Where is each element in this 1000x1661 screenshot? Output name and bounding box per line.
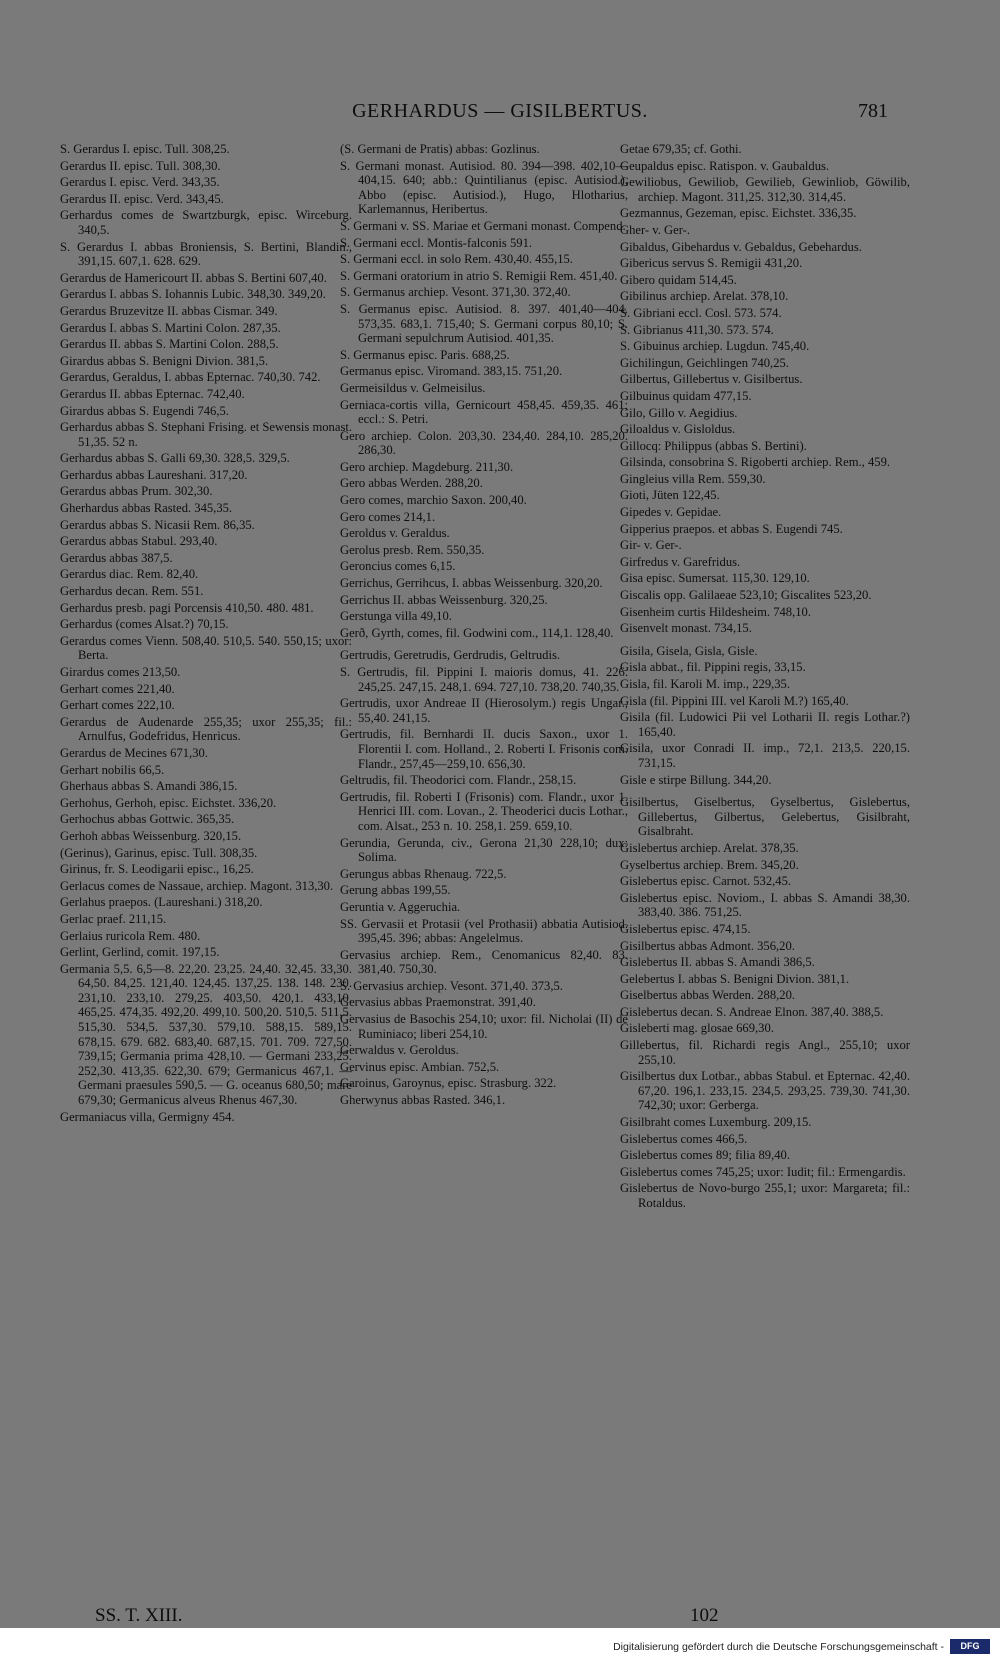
index-entry: Gerhart comes 222,10. <box>60 698 175 713</box>
page-number: 781 <box>858 100 888 122</box>
index-entry: Gero comes 214,1. <box>340 509 436 524</box>
index-entry: Gibericus servus S. Remigii 431,20. <box>620 256 803 271</box>
index-column-3 <box>620 142 910 1213</box>
index-entry: Gislebertus decan. S. Andreae Elnon. 387,40. 388,5. <box>620 1004 884 1019</box>
index-entry: Gerardus II. episc. Verd. 343,45. <box>60 191 224 206</box>
index-entry: Gislebertus episc. Carnot. 532,45. <box>620 874 792 889</box>
index-entry: Getae 679,35; cf. Gothi. <box>620 142 742 156</box>
index-entry: Gervinus episc. Ambian. 752,5. <box>340 1059 500 1074</box>
index-entry: Gerardus II. abbas Epternac. 742,40. <box>60 386 245 401</box>
index-entry: Gervasius archiep. Rem., Cenomanicus 82,40. 83. 381,40. 750,30. <box>340 947 628 977</box>
index-entry: S. Gibuinus archiep. Lugdun. 745,40. <box>620 339 810 354</box>
index-entry: S. Gervasius archiep. Vesont. 371,40. 373,5. <box>340 978 563 993</box>
index-entry: Gipedes v. Gepidae. <box>620 505 722 520</box>
index-entry: Germeisildus v. Gelmeisilus. <box>340 380 486 395</box>
index-entry: Gerardus I. abbas S. Iohannis Lubic. 348,30. 349,20. <box>60 287 326 302</box>
index-entry: SS. Gervasii et Protasii (vel Prothasii) abbatia Autisiod. 395,45. 396; abbas: Angelelmus. <box>340 916 628 946</box>
index-entry: Gerlahus praepos. (Laureshani.) 318,20. <box>60 895 263 910</box>
index-entry: Gerhochus abbas Gottwic. 365,35. <box>60 812 235 827</box>
index-entry: Gillebertus, fil. Richardi regis Angl., 255,10; uxor 255,10. <box>620 1038 910 1067</box>
index-entry: Gisenvelt monast. 734,15. <box>620 621 752 636</box>
index-entry: Gir- v. Ger-. <box>620 538 682 553</box>
index-entry: Gislebertus II. abbas S. Amandi 386,5. <box>620 955 815 970</box>
index-entry: Girfredus v. Garefridus. <box>620 554 741 569</box>
index-entry: Gher- v. Ger-. <box>620 222 691 237</box>
index-entry: Gerrichus II. abbas Weissenburg. 320,25. <box>340 592 548 607</box>
index-entry: S. Germanus episc. Paris. 688,25. <box>340 347 510 362</box>
index-entry: Gislebertus de Novo-burgo 255,1; uxor: Margareta; fil.: Rotaldus. <box>620 1181 910 1210</box>
index-entry: Gerardus, Geraldus, I. abbas Epternac. 740,30. 742. <box>60 370 321 385</box>
index-entry: Gherhaus abbas S. Amandi 386,15. <box>60 779 238 794</box>
index-entry: Girardus comes 213,50. <box>60 665 181 679</box>
index-entry: Gioti, Jüten 122,45. <box>620 488 720 503</box>
index-entry: S. Gibriani eccl. Cosl. 573. 574. <box>620 305 782 320</box>
index-entry: S. Gerardus I. abbas Broniensis, S. Bertini, Blandin., 391,15. 607,1. 628. 629. <box>60 239 352 269</box>
index-entry: Gibero quidam 514,45. <box>620 272 737 287</box>
index-entry: Gerardus I. episc. Verd. 343,35. <box>60 175 220 190</box>
index-entry: Gisla abbat., fil. Pippini regis, 33,15. <box>620 660 806 675</box>
index-entry: Gerstunga villa 49,10. <box>340 609 452 624</box>
index-entry: Gerhardus abbas Laureshani. 317,20. <box>60 467 248 482</box>
index-entry: Gerhohus, Gerhoh, episc. Eichstet. 336,20. <box>60 795 277 810</box>
index-entry: Geroldus v. Geraldus. <box>340 526 450 541</box>
index-entry: Gerardus Bruzevitze II. abbas Cismar. 349. <box>60 303 278 318</box>
index-entry: S. Germani eccl. in solo Rem. 430,40. 455,15. <box>340 252 573 267</box>
index-entry: Gerhart nobilis 66,5. <box>60 762 165 777</box>
index-entry: Geruntia v. Aggeruchia. <box>340 899 461 914</box>
index-entry: Gisila, Gisela, Gisla, Gisle. <box>620 643 758 658</box>
index-entry: Gerhardus presb. pagi Porcensis 410,50. 480. 481. <box>60 600 314 615</box>
index-entry: Gero abbas Werden. 288,20. <box>340 476 483 491</box>
index-entry: Gerardus de Mecines 671,30. <box>60 745 208 760</box>
index-entry: Gerardus II. abbas S. Martini Colon. 288,5. <box>60 337 279 352</box>
page-header <box>0 100 1000 132</box>
index-entry: Gertrudis, fil. Bernhardi II. ducis Saxon., uxor 1. Florentii I. com. Holland., 2. Roberti I. Frisonis com. Flandr., 257,45—259,10. 656,30. <box>340 727 628 771</box>
index-entry: Gilbuinus quidam 477,15. <box>620 388 752 403</box>
index-entry: Gerhardus decan. Rem. 551. <box>60 584 204 599</box>
index-entry: Giscalis opp. Galilaeae 523,10; Giscalites 523,20. <box>620 588 872 603</box>
index-entry: Germania 5,5. 6,5—8. 22,20. 23,25. 24,40. 32,45. 33,30. 64,50. 84,25. 121,40. 124,45. 137,25. 138. 148. 230. 231,10. 233,10. 279,25. 403,50. 420,1. 433,10. 465,25. 474,35. 492,20. 499,10. 500,20. 510,5. 511,5. 515,30. 534,5. 537,30. 579,10. 588,15. 589,15. 678,15. 679. 682. 683,40. 687,15. 701. 709. 727,50. 739,15; Germania prima 428,10. — Germani 233,25. 252,30. 413,35. 622,30. 679; Germanicus 467,1. — Germani praesules 590,5. — G. oceanus 680,50; mare 679,30; Germanicus alveus Rhenus 467,30. <box>60 961 352 1108</box>
index-entry: Gislebertus comes 466,5. <box>620 1131 748 1146</box>
index-entry: Gisilbertus, Giselbertus, Gyselbertus, Gislebertus, Gillebertus, Gilbertus, Gelebertus, Gisilbraht, Gisalbraht. <box>620 795 910 839</box>
index-entry: Gherhardus abbas Rasted. 345,35. <box>60 501 233 516</box>
index-entry: Gerardus comes Vienn. 508,40. 510,5. 540. 550,15; uxor: Berta. <box>60 633 352 663</box>
index-entry: Gerhoh abbas Weissenburg. 320,15. <box>60 828 242 843</box>
credit-bar <box>0 1628 1000 1661</box>
page-footer <box>0 1605 1000 1625</box>
index-entry: Gerardus de Audenarde 255,35; uxor 255,35; fil.: Arnulfus, Godefridus, Henricus. <box>60 714 352 744</box>
running-title: GERHARDUS — GISILBERTUS. <box>352 100 648 122</box>
index-entry: Germaniacus villa, Germigny 454. <box>60 1109 235 1124</box>
index-entry: Girinus, fr. S. Leodigarii episc., 16,25. <box>60 862 254 877</box>
index-entry: S. Gibrianus 411,30. 573. 574. <box>620 322 774 337</box>
index-entry: Gerardus abbas Stabul. 293,40. <box>60 534 218 549</box>
index-entry: Gerlint, Gerlind, comit. 197,15. <box>60 945 220 960</box>
index-entry: S. Gertrudis, fil. Pippini I. maioris domus, 41. 226. 245,25. 247,15. 248,1. 694. 727,10. 738,20. 740,35. <box>340 665 628 694</box>
index-entry: Gilbertus, Gillebertus v. Gisilbertus. <box>620 372 803 387</box>
index-entry: Gervasius abbas Praemonstrat. 391,40. <box>340 995 536 1010</box>
index-entry: Germanus episc. Viromand. 383,15. 751,20. <box>340 364 563 379</box>
index-entry: Gelebertus I. abbas S. Benigni Divion. 381,1. <box>620 971 850 986</box>
index-entry: Gezmannus, Gezeman, episc. Eichstet. 336,35. <box>620 206 857 221</box>
index-entry: Gherwynus abbas Rasted. 346,1. <box>340 1093 506 1108</box>
index-entry: Garoinus, Garoynus, episc. Strasburg. 322. <box>340 1076 557 1091</box>
index-entry: Gerardus II. episc. Tull. 308,30. <box>60 158 221 173</box>
index-entry: S. Germani oratorium in atrio S. Remigii Rem. 451,40. <box>340 268 618 283</box>
index-entry: Giselbertus abbas Werden. 288,20. <box>620 988 796 1003</box>
index-entry: Gerardus abbas Prum. 302,30. <box>60 484 213 499</box>
index-entry: Gibilinus archiep. Arelat. 378,10. <box>620 289 789 304</box>
index-entry: Gerardus I. abbas S. Martini Colon. 287,35. <box>60 320 281 335</box>
index-entry: Gipperius praepos. et abbas S. Eugendi 745. <box>620 521 843 536</box>
index-entry: S. Germanus archiep. Vesont. 371,30. 372,40. <box>340 285 571 300</box>
index-entry: Gisa episc. Sumersat. 115,30. 129,10. <box>620 571 810 586</box>
index-entry: Gerardus diac. Rem. 82,40. <box>60 567 199 582</box>
index-entry: Girardus abbas S. Benigni Divion. 381,5. <box>60 353 269 368</box>
index-entry: S. Germani eccl. Montis-falconis 591. <box>340 235 533 250</box>
index-entry: Gerniaca-cortis villa, Gernicourt 458,45. 459,35. 461; eccl.: S. Petri. <box>340 397 628 427</box>
funding-credit: Digitalisierung gefördert durch die Deutsche Forschungsgemeinschaft - <box>613 1641 944 1653</box>
index-entry: Gisla, fil. Karoli M. imp., 229,35. <box>620 677 791 691</box>
index-entry: (S. Germani de Pratis) abbas: Gozlinus. <box>340 142 540 156</box>
index-entry: Gibaldus, Gibehardus v. Gebaldus, Gebehardus. <box>620 239 862 254</box>
index-column-2 <box>340 142 628 1110</box>
index-entry: Gerhart comes 221,40. <box>60 681 175 696</box>
index-entry: Geupaldus episc. Ratispon. v. Gaubaldus. <box>620 158 830 173</box>
index-entry: Giloaldus v. Gisloldus. <box>620 422 736 437</box>
dfg-logo-icon: DFG <box>950 1639 990 1654</box>
index-entry: Gertrudis, uxor Andreae II (Hierosolym.) regis Ungar., 55,40. 241,15. <box>340 696 628 725</box>
index-entry: Gero archiep. Colon. 203,30. 234,40. 284,10. 285,20. 286,30. <box>340 428 628 458</box>
volume-signature: SS. T. XIII. <box>95 1605 183 1626</box>
index-entry: Gillocq: Philippus (abbas S. Bertini). <box>620 438 807 453</box>
index-entry: Gerhardus comes de Swartzburgk, episc. Wirceburg. 340,5. <box>60 208 352 237</box>
index-entry: Geroncius comes 6,15. <box>340 559 456 574</box>
index-entry: Gerundia, Gerunda, civ., Gerona 21,30 228,10; dux: Solima. <box>340 835 628 865</box>
index-entry: Gisleberti mag. glosae 669,30. <box>620 1021 774 1036</box>
index-entry: (Gerinus), Garinus, episc. Tull. 308,35. <box>60 845 258 860</box>
index-entry: Gerardus abbas 387,5. <box>60 550 173 565</box>
index-column-1 <box>60 142 352 1126</box>
index-entry: Geltrudis, fil. Theodorici com. Flandr., 258,15. <box>340 773 577 788</box>
index-entry: S. Germani v. SS. Mariae et Germani monast. Compend. <box>340 218 626 233</box>
index-entry: Gisila (fil. Ludowici Pii vel Lotharii II. regis Lothar.?) 165,40. <box>620 710 910 739</box>
index-entry: Gisila, uxor Conradi II. imp., 72,1. 213,5. 220,15. 731,15. <box>620 741 910 770</box>
index-entry: S. Germani monast. Autisiod. 80. 394—398. 402,10—404,15. 640; abb.: Quintilianus (episc. Autisiod.), Abbo (episc. Autisiod.), Hugo, Hlotharius, Karlemannus, Heribertus. <box>340 158 628 217</box>
index-entry: Gerhardus abbas S. Galli 69,30. 328,5. 329,5. <box>60 451 290 466</box>
index-entry: Gerardus abbas S. Nicasii Rem. 86,35. <box>60 517 255 532</box>
index-entry: Gerlac praef. 211,15. <box>60 911 167 926</box>
index-entry: Gerardus de Hamericourt II. abbas S. Bertini 607,40. <box>60 270 327 285</box>
index-entry: Gerhardus abbas S. Stephani Frising. et Sewensis monast. 51,35. 52 n. <box>60 420 352 449</box>
index-entry: Gisla (fil. Pippini III. vel Karoli M.?) 165,40. <box>620 693 849 708</box>
index-entry: Gislebertus episc. 474,15. <box>620 921 751 936</box>
index-entry: Gichilingun, Geichlingen 740,25. <box>620 355 789 370</box>
index-entry: Gilsinda, consobrina S. Rigoberti archiep. Rem., 459. <box>620 455 891 470</box>
index-entry: Gerolus presb. Rem. 550,35. <box>340 542 485 557</box>
index-entry: Gerhardus (comes Alsat.?) 70,15. <box>60 617 229 632</box>
index-entry: Gewiliobus, Gewiliob, Gewilieb, Gewinliob, Göwilib, archiep. Magont. 311,25. 312,30. 314,45. <box>620 175 910 204</box>
index-entry: Gisilbertus abbas Admont. 356,20. <box>620 938 795 953</box>
index-entry: Gero archiep. Magdeburg. 211,30. <box>340 459 514 474</box>
index-entry: Girardus abbas S. Eugendi 746,5. <box>60 403 229 418</box>
index-entry: Gero comes, marchio Saxon. 200,40. <box>340 493 527 508</box>
index-entry: Gervasius de Basochis 254,10; uxor: fil. Nicholai (II) de Ruminiaco; liberi 254,10. <box>340 1012 628 1041</box>
index-entry: Gislebertus comes 745,25; uxor: Iudit; fil.: Ermengardis. <box>620 1164 906 1179</box>
index-entry: Gislebertus comes 89; filia 89,40. <box>620 1148 790 1163</box>
index-entry: Gertrudis, fil. Roberti I (Frisonis) com. Flandr., uxor 1. Henrici III. com. Lovan., 2. Theoderici ducis Lothar., com. Alsat., 253 n. 10. 258,1. 259. 659,10. <box>340 789 628 833</box>
index-entry: S. Germanus episc. Autisiod. 8. 397. 401,40—404. 573,35. 683,1. 715,40; S. Germani corpus 80,10; S. Germani sepulchrum Autisiod. 401,35. <box>340 301 628 346</box>
index-entry: Gisilbraht comes Luxemburg. 209,15. <box>620 1115 812 1130</box>
index-entry: S. Gerardus I. episc. Tull. 308,25. <box>60 142 230 156</box>
index-entry: Gerrichus, Gerrihcus, I. abbas Weissenburg. 320,20. <box>340 576 603 591</box>
index-entry: Gyselbertus archiep. Brem. 345,20. <box>620 857 799 872</box>
index-entry: Gerungus abbas Rhenaug. 722,5. <box>340 866 507 881</box>
index-entry: Gislebertus archiep. Arelat. 378,35. <box>620 840 799 855</box>
index-entry: Gilo, Gillo v. Aegidius. <box>620 405 738 420</box>
sheet-number: 102 <box>690 1605 719 1626</box>
index-entry: Gerung abbas 199,55. <box>340 883 451 898</box>
index-entry: Gerlaius ruricola Rem. 480. <box>60 928 201 943</box>
index-entry: Gisilbertus dux Lotbar., abbas Stabul. et Epternac. 42,40. 67,20. 196,1. 233,15. 234,5. 293,25. 739,30. 741,30. 742,30; uxor: Gerberga. <box>620 1069 910 1113</box>
index-entry: Gerwaldus v. Geroldus. <box>340 1043 459 1058</box>
index-entry: Gisle e stirpe Billung. 344,20. <box>620 772 772 787</box>
index-entry: Gisenheim curtis Hildesheim. 748,10. <box>620 604 811 619</box>
index-entry: Gerlacus comes de Nassaue, archiep. Magont. 313,30. <box>60 878 334 893</box>
index-entry: Gertrudis, Geretrudis, Gerdrudis, Geltrudis. <box>340 648 560 663</box>
index-entry: Gislebertus episc. Noviom., I. abbas S. Amandi 38,30. 383,40. 386. 751,25. <box>620 890 910 920</box>
index-entry: Gingleius villa Rem. 559,30. <box>620 471 766 486</box>
index-entry: Gerð, Gyrth, comes, fil. Godwini com., 114,1. 128,40. <box>340 625 614 640</box>
